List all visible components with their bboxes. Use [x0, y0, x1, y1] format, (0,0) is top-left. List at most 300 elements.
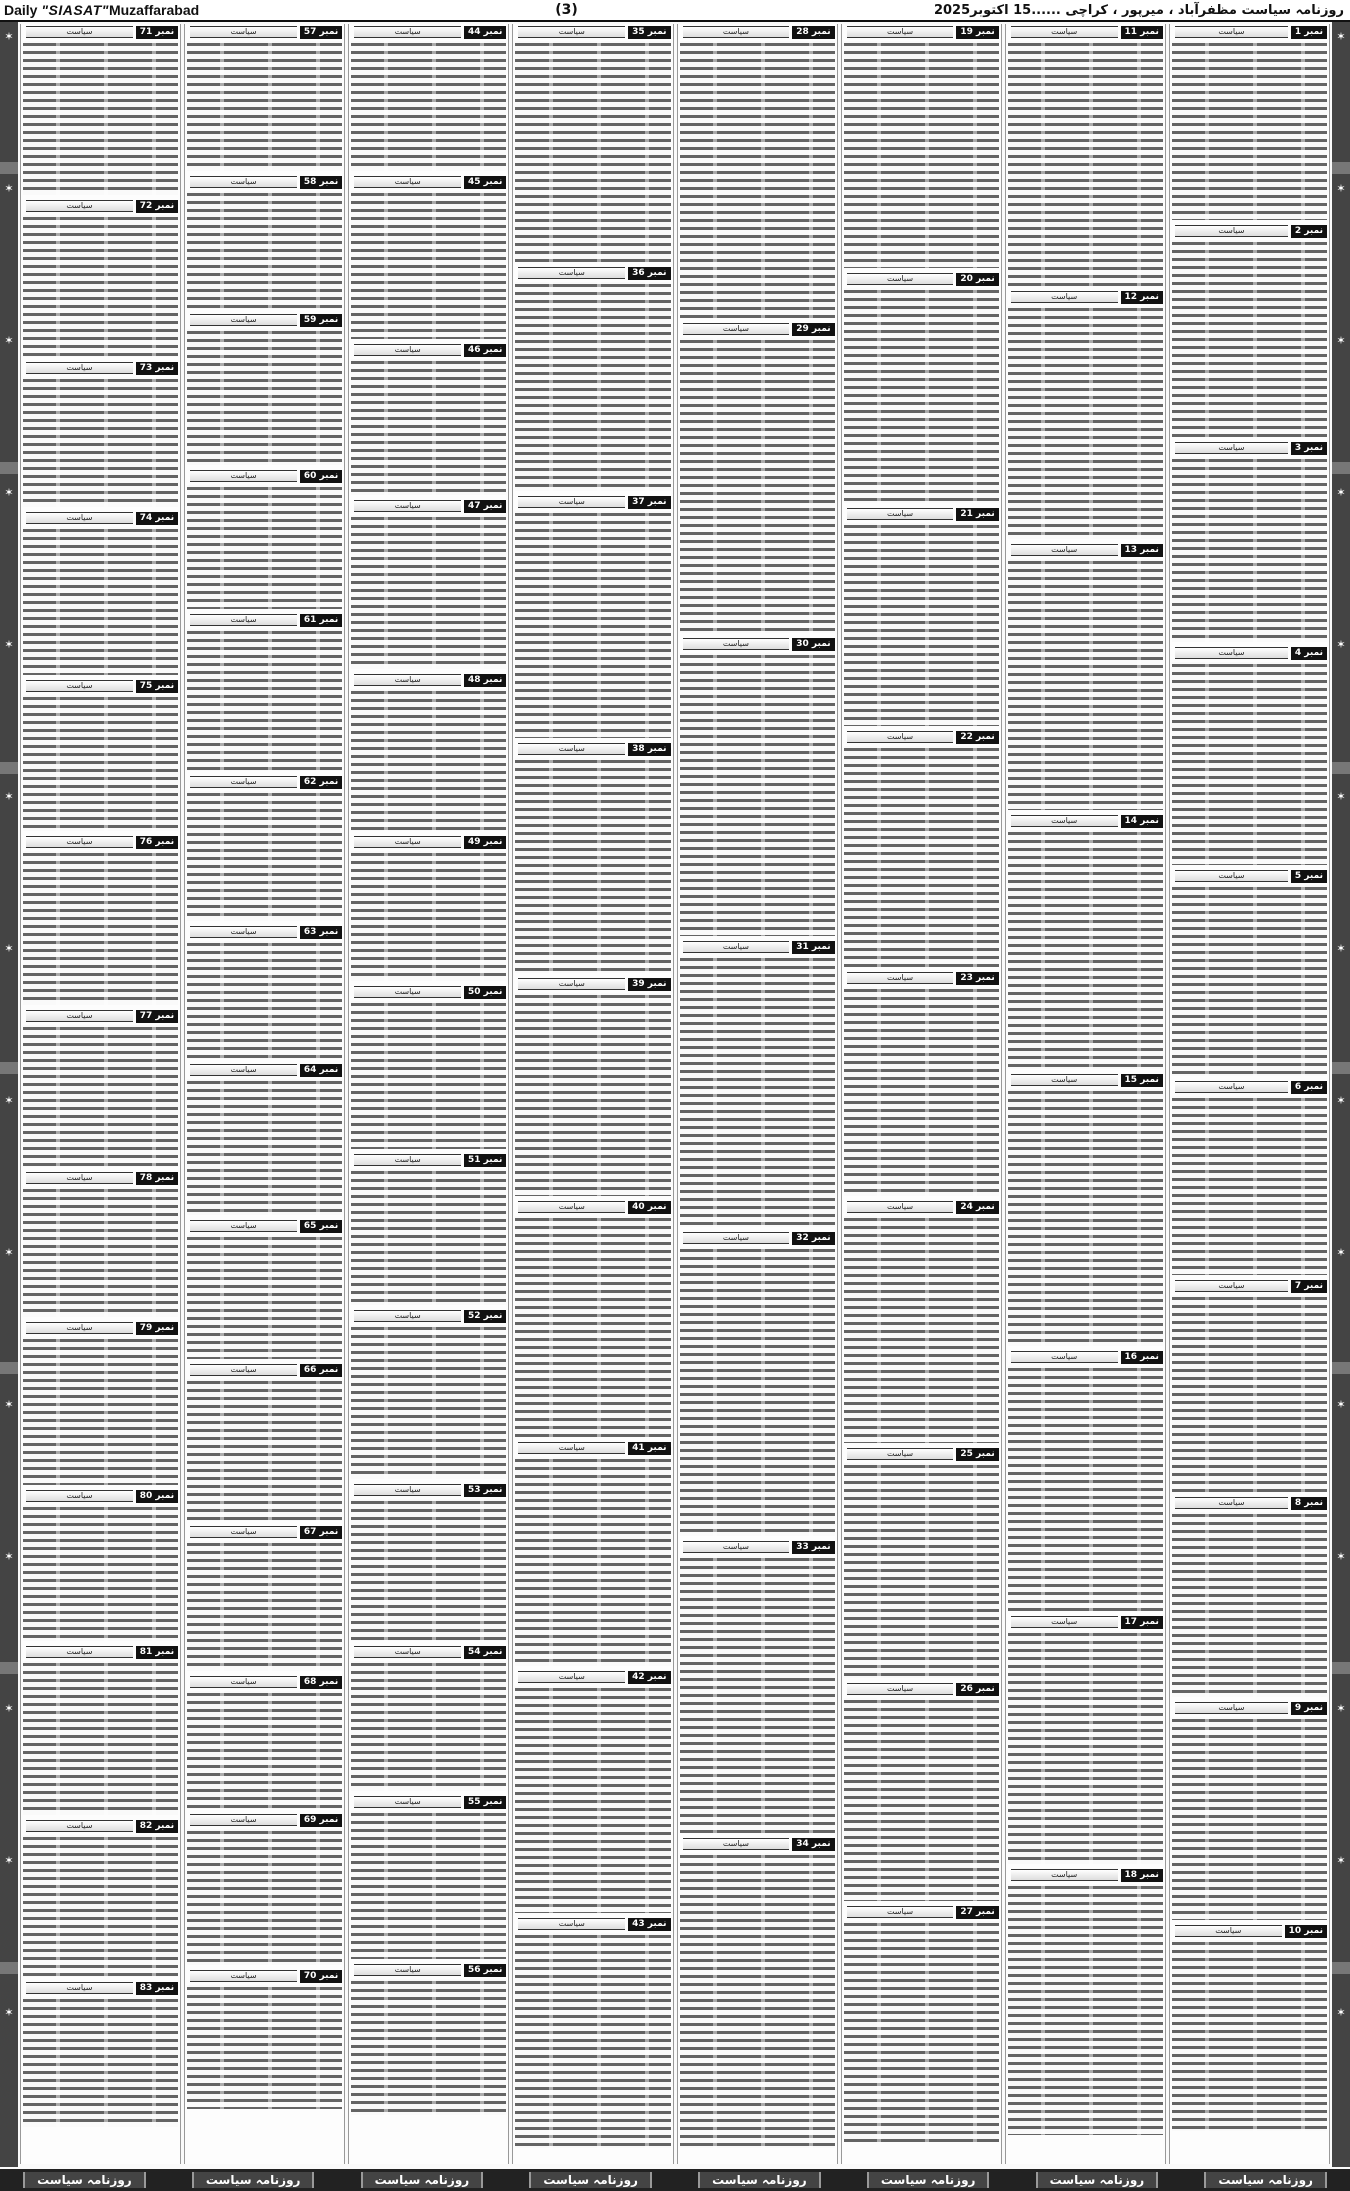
ad-header: [23, 1489, 178, 1503]
ad-text-block: [187, 1541, 342, 1671]
column-8: [20, 24, 181, 2164]
ad-header: [23, 1171, 178, 1185]
ad-text-block: [1008, 1631, 1163, 1864]
side-star-icon: ✶: [4, 942, 14, 955]
ad-header: [187, 1969, 342, 1983]
ad-header: [351, 175, 506, 189]
ad-banner: سیاست: [847, 1448, 954, 1460]
ad-header: [187, 1525, 342, 1539]
ad-number: نمبر 50: [464, 986, 506, 999]
ad-banner: سیاست: [190, 1526, 297, 1538]
ad-text-block: [515, 1457, 670, 1666]
ad-text-block: [351, 1811, 506, 1959]
footer-label: روزنامہ سیاست: [1036, 2172, 1159, 2188]
ad-banner: سیاست: [683, 1838, 790, 1850]
ad-banner: سیاست: [354, 500, 461, 512]
ad-number: نمبر 42: [628, 1671, 670, 1684]
ad-number: نمبر 59: [300, 314, 342, 327]
ad-text-block: [515, 1216, 670, 1437]
side-star-icon: ✶: [4, 486, 14, 499]
ad-text-block: [351, 1979, 506, 2115]
ad-header: [1172, 646, 1327, 660]
classified-ad: [23, 361, 178, 507]
classified-ad: [187, 1813, 342, 1965]
classified-ad: [351, 1483, 506, 1641]
classified-ad: [351, 499, 506, 669]
ad-number: نمبر 15: [1121, 1074, 1163, 1087]
classified-ad: [351, 673, 506, 831]
ad-text-block: [680, 956, 835, 1227]
ad-text-block: [187, 1379, 342, 1521]
ad-banner: سیاست: [1175, 1925, 1282, 1937]
ad-text-block: [351, 1169, 506, 1305]
ad-text-block: [1172, 41, 1327, 220]
ad-banner: سیاست: [26, 1322, 133, 1334]
ad-number: نمبر 76: [136, 836, 178, 849]
ad-header: [515, 266, 670, 280]
ad-banner: سیاست: [1011, 1351, 1118, 1363]
ad-number: نمبر 8: [1291, 1497, 1327, 1510]
ad-number: نمبر 77: [136, 1010, 178, 1023]
classified-ad: [1008, 1868, 1163, 2135]
ad-header: [187, 1675, 342, 1689]
ad-banner: سیاست: [847, 972, 954, 984]
right-side-strip: [1332, 22, 1350, 2167]
ad-header: [1008, 25, 1163, 39]
classified-ad: [1172, 1701, 1327, 1920]
ad-number: نمبر 74: [136, 512, 178, 525]
ad-banner: سیاست: [518, 1671, 625, 1683]
classified-ad: [187, 613, 342, 771]
side-star-icon: ✶: [4, 1550, 14, 1563]
ad-number: نمبر 33: [792, 1541, 834, 1554]
ad-text-block: [23, 1187, 178, 1317]
ad-number: نمبر 9: [1291, 1702, 1327, 1715]
ad-header: [844, 1447, 999, 1461]
footer-strip: [0, 2169, 1350, 2191]
ad-text-block: [515, 282, 670, 491]
ad-header: [23, 1645, 178, 1659]
ad-text-block: [187, 41, 342, 171]
classified-ad: [23, 1009, 178, 1167]
ad-number: نمبر 62: [300, 776, 342, 789]
ad-header: [1008, 814, 1163, 828]
ad-text-block: [351, 689, 506, 831]
ad-banner: سیاست: [1175, 870, 1288, 882]
side-star-icon: ✶: [4, 2006, 14, 2019]
column-6: [348, 24, 509, 2164]
masthead-brand: "SIASAT": [41, 2, 109, 18]
ad-banner: سیاست: [1175, 26, 1288, 38]
ad-number: نمبر 78: [136, 1172, 178, 1185]
ad-number: نمبر 24: [956, 1201, 998, 1214]
ad-header: [351, 1309, 506, 1323]
ad-header: [351, 1153, 506, 1167]
ad-header: [187, 1063, 342, 1077]
ad-number: نمبر 18: [1121, 1869, 1163, 1882]
ad-header: [187, 925, 342, 939]
side-star-icon: ✶: [1336, 30, 1346, 43]
ad-text-block: [515, 993, 670, 1196]
ad-banner: سیاست: [518, 1201, 625, 1213]
ad-banner: سیاست: [190, 1814, 297, 1826]
ad-number: نمبر 25: [956, 1448, 998, 1461]
ad-text-block: [844, 746, 999, 967]
ad-banner: سیاست: [1175, 1081, 1288, 1093]
ad-banner: سیاست: [518, 1918, 625, 1930]
classified-ad: [187, 1219, 342, 1359]
ad-number: نمبر 2: [1291, 225, 1327, 238]
ad-header: [680, 1837, 835, 1851]
ad-banner: سیاست: [190, 614, 297, 626]
ad-text-block: [351, 41, 506, 171]
ad-header: [351, 673, 506, 687]
ad-banner: سیاست: [1011, 544, 1118, 556]
classified-ad: [844, 1447, 999, 1678]
ad-number: نمبر 6: [1291, 1081, 1327, 1094]
footer-label: روزنامہ سیاست: [867, 2172, 990, 2188]
side-star-icon: ✶: [4, 1702, 14, 1715]
ad-text-block: [680, 41, 835, 318]
ad-text-block: [1172, 662, 1327, 865]
ad-banner: سیاست: [847, 1683, 954, 1695]
ad-text-block: [844, 987, 999, 1196]
ad-number: نمبر 73: [136, 362, 178, 375]
side-star-icon: ✶: [4, 790, 14, 803]
ad-number: نمبر 36: [628, 267, 670, 280]
ad-number: نمبر 13: [1121, 544, 1163, 557]
ad-number: نمبر 38: [628, 743, 670, 756]
ad-banner: سیاست: [190, 26, 297, 38]
ad-text-block: [844, 523, 999, 726]
ad-banner: سیاست: [847, 26, 954, 38]
classified-ad: [351, 985, 506, 1149]
ad-number: نمبر 16: [1121, 1351, 1163, 1364]
classified-ad: [351, 1963, 506, 2115]
page-number: (3): [555, 2, 578, 18]
classified-ad: [680, 322, 835, 633]
ad-header: [1172, 224, 1327, 238]
ad-text-block: [23, 527, 178, 675]
ad-header: [1172, 1080, 1327, 1094]
ad-text-block: [1172, 1940, 1327, 2131]
ad-text-block: [23, 1505, 178, 1641]
column-7: [184, 24, 345, 2164]
classified-ad: [23, 679, 178, 831]
ad-text-block: [351, 359, 506, 495]
ad-banner: سیاست: [190, 314, 297, 326]
ad-banner: سیاست: [518, 26, 625, 38]
ad-banner: سیاست: [190, 470, 297, 482]
ad-number: نمبر 47: [464, 500, 506, 513]
ad-number: نمبر 67: [300, 1526, 342, 1539]
ad-header: [187, 1363, 342, 1377]
ad-number: نمبر 80: [136, 1490, 178, 1503]
ad-number: نمبر 7: [1291, 1280, 1327, 1293]
footer-label: روزنامہ سیاست: [192, 2172, 315, 2188]
ad-number: نمبر 32: [792, 1232, 834, 1245]
ad-number: نمبر 35: [628, 26, 670, 39]
side-star-icon: ✶: [4, 1854, 14, 1867]
ad-text-block: [515, 1686, 670, 1913]
ad-header: [187, 175, 342, 189]
ad-header: [515, 1670, 670, 1684]
ad-header: [187, 25, 342, 39]
classified-ad: [187, 469, 342, 609]
column-3: [841, 24, 1002, 2164]
ad-number: نمبر 58: [300, 176, 342, 189]
ad-banner: سیاست: [26, 1646, 133, 1658]
ad-text-block: [187, 941, 342, 1059]
classified-ad: [187, 175, 342, 309]
ad-number: نمبر 43: [628, 1918, 670, 1931]
ad-text-block: [187, 191, 342, 309]
classified-ad: [515, 1670, 670, 1913]
ad-number: نمبر 12: [1121, 291, 1163, 304]
classified-ad: [23, 1645, 178, 1815]
ad-text-block: [515, 511, 670, 738]
ad-text-block: [1008, 830, 1163, 1069]
ad-header: [23, 1981, 178, 1995]
ad-text-block: [1008, 559, 1163, 810]
ad-header: [680, 940, 835, 954]
ad-banner: سیاست: [354, 986, 461, 998]
ad-text-block: [23, 1661, 178, 1815]
ad-number: نمبر 14: [1121, 815, 1163, 828]
ad-number: نمبر 31: [792, 941, 834, 954]
ad-banner: سیاست: [1011, 1074, 1118, 1086]
ad-banner: سیاست: [190, 1970, 297, 1982]
ad-banner: سیاست: [683, 26, 790, 38]
ad-number: نمبر 54: [464, 1646, 506, 1659]
side-star-icon: ✶: [1336, 1702, 1346, 1715]
classified-ad: [351, 25, 506, 171]
classified-columns: [20, 24, 1330, 2164]
ad-text-block: [187, 791, 342, 921]
ad-number: نمبر 26: [956, 1683, 998, 1696]
ad-banner: سیاست: [26, 1010, 133, 1022]
classified-ad: [187, 1969, 342, 2109]
ad-header: [351, 343, 506, 357]
ad-banner: سیاست: [354, 1964, 461, 1976]
ad-banner: سیاست: [26, 680, 133, 692]
ad-header: [515, 977, 670, 991]
ad-banner: سیاست: [1175, 1497, 1288, 1509]
classified-ad: [680, 940, 835, 1227]
ad-header: [23, 25, 178, 39]
ad-header: [1172, 1496, 1327, 1510]
classified-ad: [515, 1441, 670, 1666]
ad-header: [351, 1483, 506, 1497]
classified-ad: [23, 1489, 178, 1641]
ad-banner: سیاست: [190, 776, 297, 788]
ad-text-block: [351, 1661, 506, 1791]
column-2: [1005, 24, 1166, 2164]
ad-header: [1172, 1701, 1327, 1715]
ad-number: نمبر 5: [1291, 870, 1327, 883]
ad-number: نمبر 72: [136, 200, 178, 213]
classified-ad: [1008, 1350, 1163, 1611]
masthead: [0, 0, 1350, 22]
side-star-icon: ✶: [1336, 2006, 1346, 2019]
ad-header: [351, 835, 506, 849]
classified-ad: [515, 977, 670, 1196]
ad-text-block: [23, 215, 178, 357]
ad-header: [515, 1441, 670, 1455]
classified-ad: [680, 1540, 835, 1833]
ad-number: نمبر 17: [1121, 1616, 1163, 1629]
ad-text-block: [680, 653, 835, 936]
classified-ad: [187, 313, 342, 465]
side-star-icon: ✶: [1336, 1550, 1346, 1563]
ad-text-block: [187, 629, 342, 771]
ad-text-block: [23, 377, 178, 507]
classified-ad: [515, 495, 670, 738]
side-star-icon: ✶: [4, 1094, 14, 1107]
left-side-strip: [0, 22, 18, 2167]
ad-banner: سیاست: [847, 273, 954, 285]
ad-text-block: [1172, 885, 1327, 1076]
ad-banner: سیاست: [683, 941, 790, 953]
ad-number: نمبر 70: [300, 1970, 342, 1983]
masthead-urdu-title: روزنامہ سیاست مظفرآباد ، میرپور ، کراچی ......15 اکتوبر2025: [933, 2, 1344, 18]
classified-ad: [351, 175, 506, 339]
ad-header: [844, 507, 999, 521]
ad-text-block: [680, 1247, 835, 1536]
ad-number: نمبر 20: [956, 273, 998, 286]
ad-text-block: [187, 1235, 342, 1359]
ad-header: [515, 1200, 670, 1214]
classified-ad: [23, 1321, 178, 1485]
classified-ad: [23, 835, 178, 1005]
ad-banner: سیاست: [1175, 1280, 1288, 1292]
ad-header: [844, 1200, 999, 1214]
ad-text-block: [844, 288, 999, 503]
ad-text-block: [680, 1853, 835, 2148]
classified-ad: [680, 1837, 835, 2148]
side-star-icon: ✶: [4, 638, 14, 651]
column-1: [1169, 24, 1330, 2164]
classified-ad: [23, 1171, 178, 1317]
ad-text-block: [680, 1556, 835, 1833]
ad-header: [515, 1917, 670, 1931]
side-star-icon: ✶: [1336, 1854, 1346, 1867]
side-star-icon: ✶: [1336, 1094, 1346, 1107]
side-star-icon: ✶: [1336, 1398, 1346, 1411]
classified-ad: [1172, 1080, 1327, 1275]
side-star-icon: ✶: [1336, 182, 1346, 195]
ad-banner: سیاست: [354, 1646, 461, 1658]
ad-header: [23, 1321, 178, 1335]
classified-ad: [187, 1525, 342, 1671]
column-4: [677, 24, 838, 2164]
ad-banner: سیاست: [847, 508, 954, 520]
ad-header: [187, 775, 342, 789]
ad-banner: سیاست: [1011, 815, 1118, 827]
ad-number: نمبر 53: [464, 1484, 506, 1497]
ad-header: [680, 1231, 835, 1245]
classified-ad: [1008, 543, 1163, 810]
ad-number: نمبر 21: [956, 508, 998, 521]
ad-text-block: [844, 41, 999, 268]
classified-ad: [1172, 1279, 1327, 1492]
ad-text-block: [1172, 1717, 1327, 1920]
ad-number: نمبر 51: [464, 1154, 506, 1167]
ad-number: نمبر 64: [300, 1064, 342, 1077]
ad-banner: سیاست: [354, 1154, 461, 1166]
ad-number: نمبر 71: [136, 26, 178, 39]
ad-header: [1008, 1073, 1163, 1087]
ad-banner: سیاست: [1011, 291, 1118, 303]
ad-header: [351, 1963, 506, 1977]
ad-text-block: [680, 338, 835, 633]
ad-header: [844, 25, 999, 39]
ad-text-block: [515, 1933, 670, 2148]
masthead-left: [0, 2, 199, 18]
ad-banner: سیاست: [518, 267, 625, 279]
side-star-icon: ✶: [4, 334, 14, 347]
ad-number: نمبر 61: [300, 614, 342, 627]
classified-ad: [1172, 224, 1327, 437]
ad-number: نمبر 40: [628, 1201, 670, 1214]
ad-banner: سیاست: [1011, 1869, 1118, 1881]
ad-number: نمبر 1: [1291, 26, 1327, 39]
ad-text-block: [1172, 1295, 1327, 1492]
side-star-icon: ✶: [4, 1246, 14, 1259]
ad-banner: سیاست: [26, 1820, 133, 1832]
ad-number: نمبر 4: [1291, 647, 1327, 660]
footer-label: روزنامہ سیاست: [1204, 2172, 1327, 2188]
classified-ad: [515, 742, 670, 973]
ad-header: [515, 25, 670, 39]
ad-number: نمبر 22: [956, 731, 998, 744]
ad-text-block: [23, 41, 178, 195]
ad-header: [1008, 1868, 1163, 1882]
classified-ad: [23, 199, 178, 357]
ad-text-block: [1008, 306, 1163, 539]
ad-text-block: [351, 1325, 506, 1479]
ad-number: نمبر 29: [792, 323, 834, 336]
ad-number: نمبر 55: [464, 1796, 506, 1809]
ad-text-block: [187, 329, 342, 465]
ad-header: [844, 1682, 999, 1696]
ad-header: [351, 985, 506, 999]
classified-ad: [515, 266, 670, 491]
ad-text-block: [1008, 41, 1163, 286]
ad-number: نمبر 52: [464, 1310, 506, 1323]
classified-ad: [844, 1682, 999, 1901]
ad-header: [23, 1819, 178, 1833]
classified-ad: [1172, 869, 1327, 1076]
ad-banner: سیاست: [847, 731, 954, 743]
masthead-city: Muzaffarabad: [108, 2, 200, 18]
classified-ad: [187, 925, 342, 1059]
classified-ad: [23, 25, 178, 195]
ad-banner: سیاست: [354, 836, 461, 848]
ad-text-block: [515, 758, 670, 973]
column-5: [512, 24, 673, 2164]
ad-header: [351, 1795, 506, 1809]
ad-number: نمبر 11: [1121, 26, 1163, 39]
ad-header: [23, 361, 178, 375]
ad-banner: سیاست: [190, 1220, 297, 1232]
side-star-icon: ✶: [4, 1398, 14, 1411]
ad-number: نمبر 27: [956, 1906, 998, 1919]
ad-text-block: [187, 1691, 342, 1809]
classified-ad: [844, 971, 999, 1196]
ad-text-block: [515, 41, 670, 262]
ad-text-block: [844, 1698, 999, 1901]
